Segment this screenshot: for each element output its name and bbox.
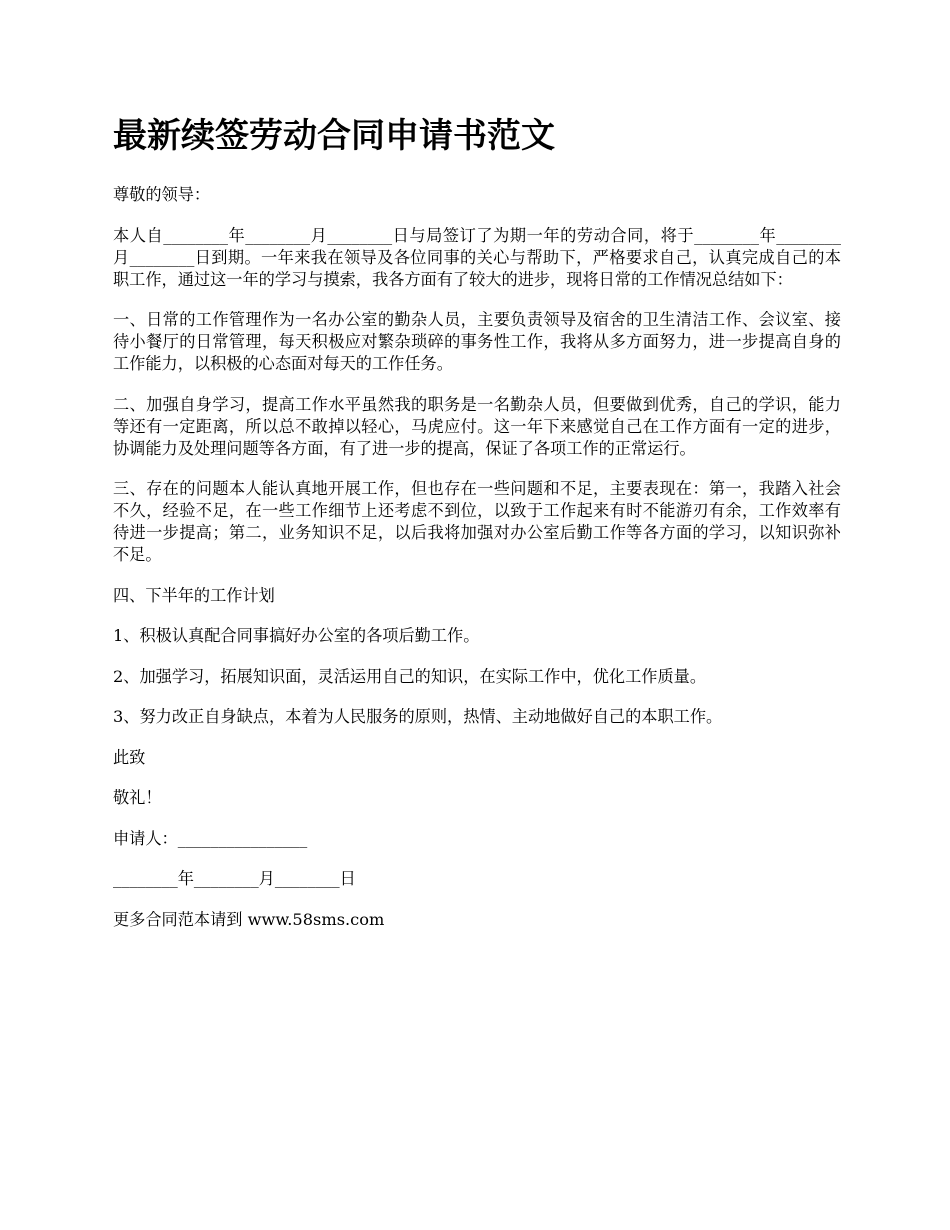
plan-item-3: 3、努力改正自身缺点，本着为人民服务的原则，热情、主动地做好自己的本职工作。 [113,707,723,726]
salutation: 尊敬的领导： [113,185,211,204]
closing-salute: 敬礼！ [113,788,162,807]
closing-line: 此致 [113,747,146,767]
section-one-paragraph: 一、日常的工作管理作为一名办公室的勤杂人员，主要负责领导及宿舍的卫生清洁工作、会议室、接待小餐厅的日常管理，每天积极应对繁杂琐碎的事务性工作，我将从多方面努力，进一步提高自身的工作能力，以积极的心态面对每天的工作任务。 [113,310,841,373]
plan-item-2: 2、加强学习，拓展知识面，灵活运用自己的知识，在实际工作中，优化工作质量。 [113,666,707,686]
section-two-paragraph: 二、加强自身学习，提高工作水平虽然我的职务是一名勤杂人员，但要做到优秀，自己的学识，能力等还有一定距离，所以总不敢掉以轻心，马虎应付。这一年下来感觉自己在工作方面有一定的进步，协调能力及处理问题等各方面，有了进一步的提高，保证了各项工作的正常运行。 [113,394,841,458]
document-page [113,112,841,949]
plan-item-1: 1、积极认真配合同事搞好办公室的各项后勤工作。 [113,626,480,645]
date-line: ________年________月________日 [113,869,356,888]
document-title: 最新续签劳动合同申请书范文 [113,116,555,156]
intro-paragraph: 本人自________年________月________日与局签订了为期一年的劳动合同，将于________年________月________日到期。一年来我在领导及各位同事的关心与帮助下，严格要求自己，认真完成自己的本职工作，通过这一年的学习与摸索，我各方面有了较大的进步，现将日常的工作情况总结如下： [113,225,841,289]
section-four-heading: 四、下半年的工作计划 [113,585,275,605]
applicant-line: 申请人：________________ [113,828,308,848]
footer-note: 更多合同范本请到 www.58sms.com [113,909,385,929]
section-three-paragraph: 三、存在的问题本人能认真地开展工作，但也存在一些问题和不足，主要表现在：第一，我踏入社会不久，经验不足，在一些工作细节上还考虑不到位，以致于工作起来有时不能游刃有余，工作效率有待进一步提高；第二，业务知识不足，以后我将加强对办公室后勤工作等各方面的学习，以知识弥补不足。 [113,479,841,564]
